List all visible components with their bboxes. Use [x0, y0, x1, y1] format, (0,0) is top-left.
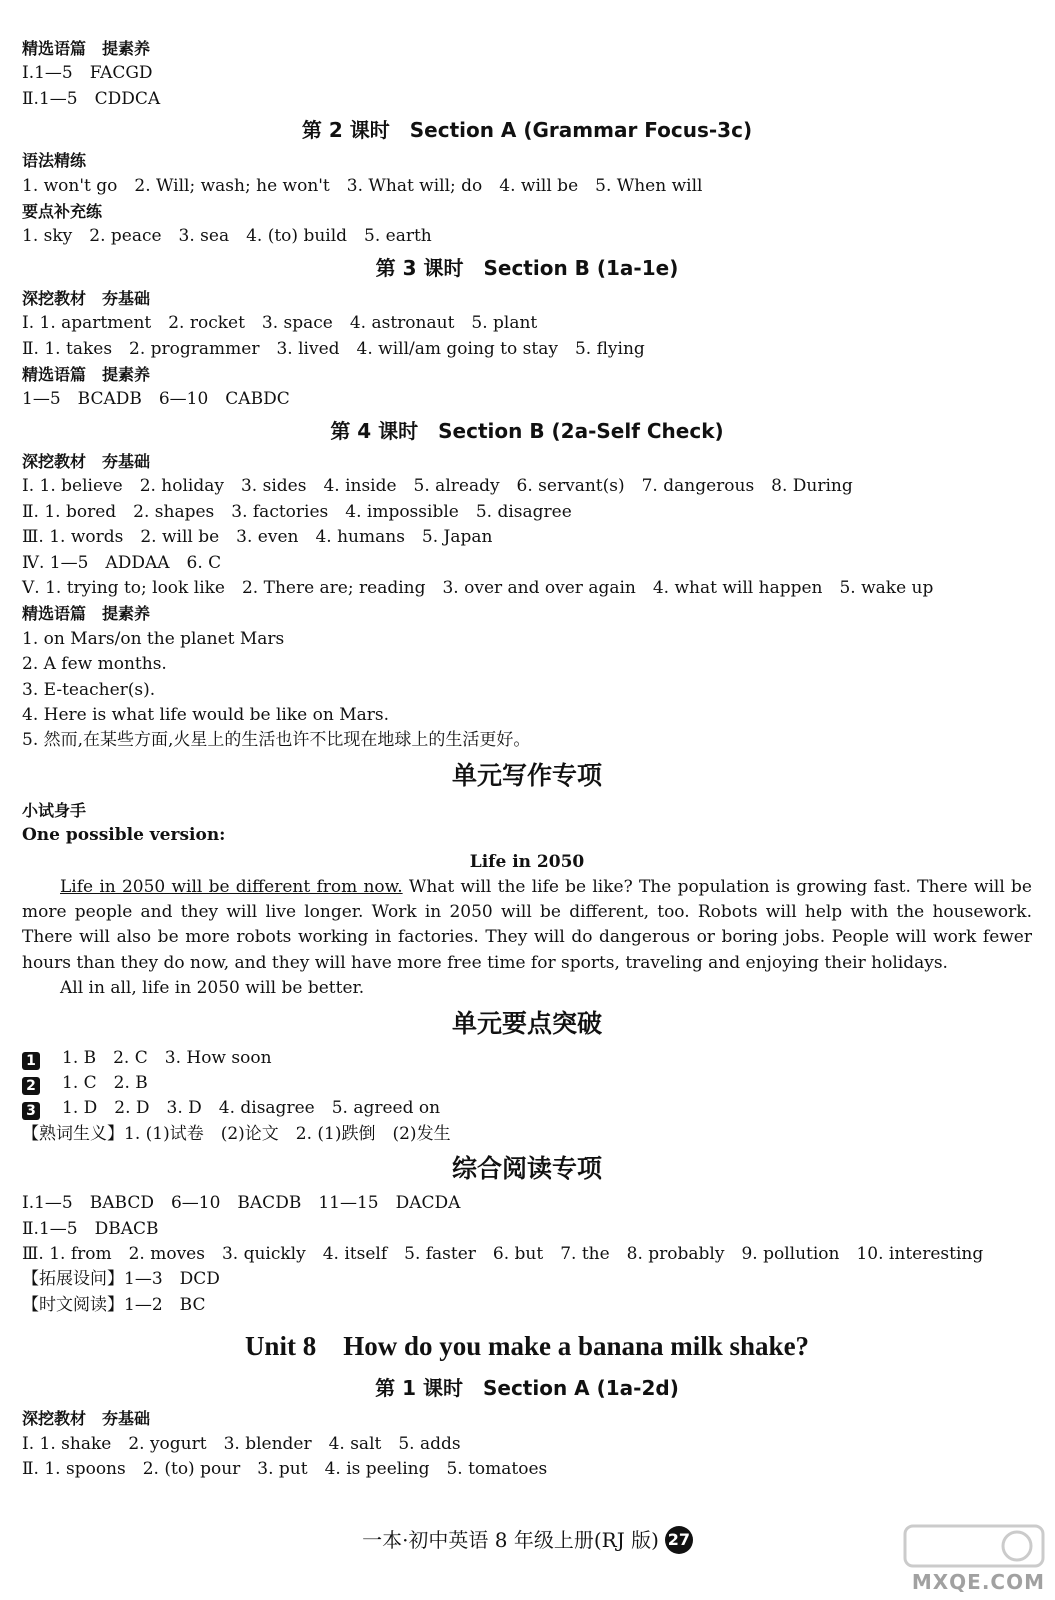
section-heading: 深挖教材 夯基础 — [22, 451, 151, 471]
answer-line: Ⅰ. 1. shake 2. yogurt 3. blender 4. salt 5. adds — [22, 1433, 461, 1454]
essay-conclusion: All in all, life in 2050 will be better. — [60, 978, 365, 999]
essay-paragraph — [22, 875, 1032, 977]
answer-line: 1. sky 2. peace 3. sea 4. (to) build 5. earth — [22, 226, 432, 247]
answer-line: Ⅲ. 1. words 2. will be 3. even 4. humans 5. Japan — [22, 527, 493, 548]
answer-line: Ⅲ. 1. from 2. moves 3. quickly 4. itself 5. faster 6. but 7. the 8. probably 9. pollution 10. interesting — [22, 1244, 984, 1265]
keypoint-text: 1. B 2. C 3. How soon — [62, 1047, 272, 1068]
number-badge: 3 — [22, 1102, 40, 1120]
section-heading: 精选语篇 提素养 — [22, 604, 151, 624]
keypoint-row — [22, 1046, 1032, 1071]
answer-line: Ⅰ.1—5 FACGD — [22, 63, 153, 84]
answer-line: Ⅳ. 1—5 ADDAA 6. C — [22, 552, 222, 573]
lesson-title: 第 4 课时 Section B (2a-Self Check) — [330, 418, 724, 443]
answer-line: 3. E-teacher(s). — [22, 679, 156, 700]
section-heading: 精选语篇 提素养 — [22, 39, 151, 58]
answer-line: 1. on Mars/on the planet Mars — [22, 628, 285, 649]
answer-line: 【熟词生义】1. (1)试卷 (2)论文 2. (1)跌倒 (2)发生 — [22, 1123, 451, 1144]
answer-line: Ⅱ. 1. spoons 2. (to) pour 3. put 4. is peeling 5. tomatoes — [22, 1459, 548, 1480]
answer-line: 2. A few months. — [22, 654, 167, 675]
answer-line: 4. Here is what life would be like on Mars. — [22, 704, 389, 725]
number-badge: 2 — [22, 1077, 40, 1095]
answer-line: Ⅰ.1—5 BABCD 6—10 BACDB 11—15 DACDA — [22, 1193, 461, 1214]
answer-page — [22, 36, 1032, 1482]
section-title: 单元写作专项 — [451, 760, 602, 790]
keypoint-text: 1. C 2. B — [62, 1073, 148, 1093]
answer-line: 【时文阅读】1—2 BC — [22, 1294, 206, 1315]
answer-line: Ⅱ. 1. bored 2. shapes 3. factories 4. impossible 5. disagree — [22, 501, 572, 522]
answer-line: Ⅰ. 1. believe 2. holiday 3. sides 4. inside 5. already 6. servant(s) 7. dangerous 8. During — [22, 476, 853, 497]
section-heading: 语法精练 — [22, 151, 87, 171]
essay-intro: One possible version: — [22, 825, 226, 846]
page-number: 27 — [665, 1526, 693, 1554]
answer-line: 5. 然而,在某些方面,火星上的生活也许不比现在地球上的生活更好。 — [22, 730, 531, 751]
section-heading: 深挖教材 夯基础 — [22, 1409, 151, 1429]
lesson-title: 第 2 课时 Section A (Grammar Focus-3c) — [301, 118, 753, 143]
unit-title: Unit 8 How do you make a banana milk shake? — [244, 1331, 810, 1362]
keypoint-row — [22, 1071, 1032, 1096]
keypoint-text: 1. D 2. D 3. D 4. disagree 5. agreed on — [62, 1098, 441, 1119]
lesson-title: 第 3 课时 Section B (1a-1e) — [375, 255, 679, 280]
answer-line: 1. won't go 2. Will; wash; he won't 3. What will; do 4. will be 5. When will — [22, 175, 703, 196]
section-title: 综合阅读专项 — [451, 1154, 602, 1184]
answer-line: Ⅱ.1—5 DBACB — [22, 1218, 159, 1239]
essay-body: What will the life be like? The population is growing fast. There will be more people and they will live longer. Work in 2050 will be different, too. Robots will help with the housework. There will also be more robots working in factories. They will do dangerous or boring jobs. People will work fewer hours than they do now, and they will have more free time for sports, traveling and enjoying their holidays. — [22, 876, 1032, 973]
page-footer — [0, 1524, 1055, 1554]
section-title: 单元要点突破 — [451, 1008, 602, 1038]
answer-line: Ⅰ. 1. apartment 2. rocket 3. space 4. astronaut 5. plant — [22, 313, 538, 334]
section-heading: 精选语篇 提素养 — [22, 365, 151, 385]
section-heading: 深挖教材 夯基础 — [22, 288, 151, 308]
answer-line: Ⅱ. 1. takes 2. programmer 3. lived 4. will/am going to stay 5. flying — [22, 338, 645, 359]
lesson-title: 第 1 课时 Section A (1a-2d) — [375, 1376, 679, 1401]
watermark-text: MXQE.COM — [911, 1570, 1045, 1594]
section-heading: 小试身手 — [22, 800, 87, 820]
keypoint-row — [22, 1096, 1032, 1121]
essay-topic-sentence: Life in 2050 will be different from now. — [60, 876, 403, 897]
footer-text: 一本·初中英语 8 年级上册(RJ 版) — [362, 1528, 659, 1552]
answer-line: 【拓展设问】1—3 DCD — [22, 1269, 220, 1290]
answer-line: Ⅴ. 1. trying to; look like 2. There are; reading 3. over and over again 4. what will happen 5. wake up — [22, 577, 934, 598]
essay-title: Life in 2050 — [469, 851, 585, 872]
answer-line: Ⅱ.1—5 CDDCA — [22, 88, 161, 109]
answer-line: 1—5 BCADB 6—10 CABDC — [22, 389, 290, 410]
number-badge: 1 — [22, 1052, 40, 1070]
section-heading: 要点补充练 — [22, 202, 103, 222]
